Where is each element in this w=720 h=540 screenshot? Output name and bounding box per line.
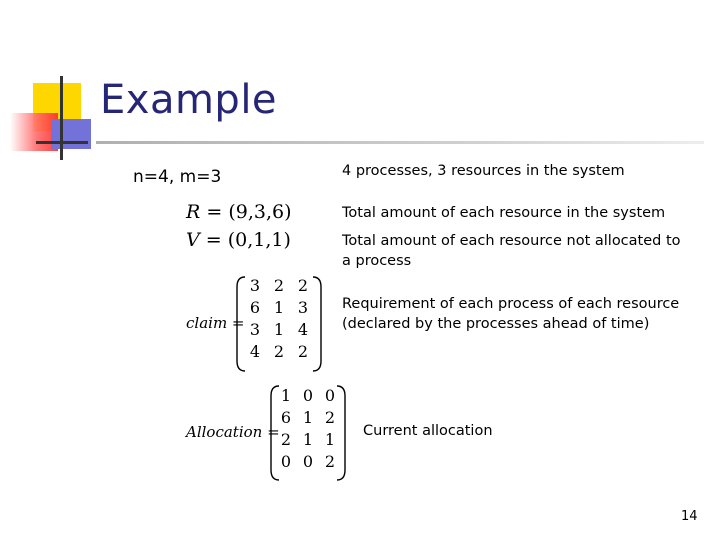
available-equals: = <box>205 229 222 251</box>
allocation-matrix-cell: 1 <box>280 386 292 405</box>
logo-horizontal-line <box>36 141 88 144</box>
available-symbol: V <box>186 229 200 251</box>
resource-vector <box>186 201 292 223</box>
claim-matrix <box>243 275 315 363</box>
desc-allocation: Current allocation <box>363 423 493 439</box>
logo-blue-square <box>51 119 91 149</box>
desc-processes: 4 processes, 3 resources in the system <box>342 163 625 179</box>
claim-matrix-cell: 1 <box>273 320 285 339</box>
resource-value: (9,3,6) <box>228 201 292 223</box>
claim-matrix-cell: 6 <box>249 298 261 317</box>
claim-matrix-cell: 4 <box>297 320 309 339</box>
claim-matrix-cell: 2 <box>273 342 285 361</box>
allocation-matrix-cell: 1 <box>324 430 336 449</box>
slide-logo-icon <box>0 0 110 170</box>
claim-matrix-cell: 3 <box>297 298 309 317</box>
allocation-matrix-cell: 0 <box>302 386 314 405</box>
logo-vertical-line <box>60 76 63 160</box>
claim-matrix-cell: 4 <box>249 342 261 361</box>
slide-title: Example <box>100 77 278 123</box>
available-value: (0,1,1) <box>227 229 291 251</box>
allocation-matrix-cell: 0 <box>324 386 336 405</box>
title-underline <box>96 141 704 144</box>
params-text: n=4, m=3 <box>133 167 222 187</box>
desc-available: Total amount of each resource not allocated to a process <box>342 233 681 269</box>
page-number: 14 <box>681 509 698 524</box>
resource-symbol: R <box>186 201 201 223</box>
claim-matrix-cell: 3 <box>249 276 261 295</box>
allocation-matrix-cell: 0 <box>280 452 292 471</box>
allocation-matrix-cell: 6 <box>280 408 292 427</box>
allocation-matrix <box>275 385 341 473</box>
claim-matrix-cell: 2 <box>297 276 309 295</box>
claim-matrix-cell: 2 <box>273 276 285 295</box>
claim-matrix-cell: 1 <box>273 298 285 317</box>
resource-equals: = <box>206 201 223 223</box>
claim-matrix-cell: 3 <box>249 320 261 339</box>
claim-label: claim = <box>186 314 245 332</box>
desc-resource: Total amount of each resource in the system <box>342 205 666 221</box>
available-vector <box>186 229 291 251</box>
allocation-matrix-cell: 1 <box>302 430 314 449</box>
allocation-matrix-cell: 0 <box>302 452 314 471</box>
allocation-matrix-cell: 2 <box>280 430 292 449</box>
allocation-matrix-cell: 1 <box>302 408 314 427</box>
claim-matrix-cell: 2 <box>297 342 309 361</box>
allocation-label: Allocation = <box>186 423 280 441</box>
allocation-matrix-cell: 2 <box>324 408 336 427</box>
desc-claim: Requirement of each process of each resource (declared by the processes ahead of time) <box>342 296 680 332</box>
allocation-matrix-cell: 2 <box>324 452 336 471</box>
